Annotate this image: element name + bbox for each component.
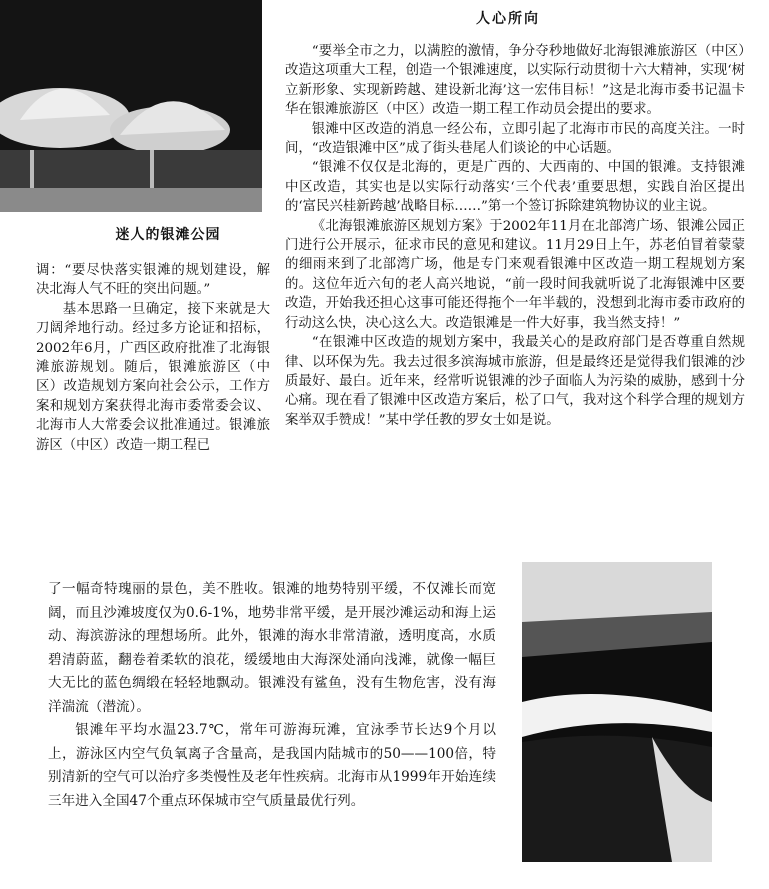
silver-beach-wave-photo — [522, 562, 712, 862]
right-paragraph: 银滩中区改造的消息一经公布，立即引起了北海市市民的高度关注。一时间，“改造银滩中区”成了街头巷尾人们谈论的中心话题。 — [285, 121, 745, 157]
right-paragraph: “银滩不仅仅是北海的，更是广西的、大西南的、中国的银滩。支持银滩中区改造，其实也是以实际行动落实‘三个代表’重要思想，实践自治区提出的‘富民兴桂新跨越’战略目标……”第一个签订拆除建筑物协议的业主说。 — [285, 160, 745, 215]
silver-beach-wave-graphic — [522, 562, 712, 862]
bottom-paragraph: 了一幅奇特瑰丽的景色，美不胜收。银滩的地势特别平缓，不仅滩长而宽阔，而且沙滩坡度仅为0.6-1%，地势非常平缓，是开展沙滩运动和海上运动、海滨游泳的理想场所。此外，银滩的海水非常清澈，透明度高，水质碧清蔚蓝，翻卷着柔软的浪花，缓缓地由大海深处涌向浅滩，就像一幅巨大无比的蓝色绸缎在轻轻地飘动。银滩没有鲨鱼，没有生物危害，没有海洋湍流（潜流）。 — [48, 581, 496, 715]
right-article-column — [285, 42, 745, 430]
bottom-article-column — [48, 578, 496, 813]
left-paragraph: 调：“要尽快落实银滩的规划建设，解决北海人气不旺的突出问题。” — [36, 263, 270, 298]
beach-park-photo-graphic — [0, 0, 262, 212]
bottom-paragraph: 银滩年平均水温23.7℃，常年可游海玩滩，宜泳季节长达9个月以上，游泳区内空气负氧离子含量高，是我国内陆城市的50——100倍，特别清新的空气可以治疗多类慢性及老年性疾病。北海市从1999年开始连续三年进入全国47个重点环保城市空气质量最优行列。 — [48, 722, 496, 809]
left-article-column — [36, 261, 270, 455]
beach-park-photo — [0, 0, 262, 212]
left-paragraph: 基本思路一旦确定，接下来就是大刀阔斧地行动。经过多方论证和招标，2002年6月，广西区政府批准了北海银滩旅游规划。随后，银滩旅游区（中区）改造规划方案向社会公示，工作方案和规划方案获得北海市委常委会议、北海市人大常委会议批准通过。银滩旅游区（中区）改造一期工程已 — [36, 301, 270, 453]
right-paragraph: 《北海银滩旅游区规划方案》于2002年11月在北部湾广场、银滩公园正门进行公开展示，征求市民的意见和建议。11月29日上午，苏老伯冒着蒙蒙的细雨来到了北部湾广场，他是专门来观看银滩中区改造一期工程规划方案的。这位年近六旬的老人高兴地说，“前一段时间我就听说了北海银滩中区要改造，开始我还担心这事可能还得拖个一年半载的，没想到北海市委市政府的行动这么快，决心这么大。改造银滩是一件大好事，我当然支持！” — [285, 218, 745, 331]
right-paragraph: “要举全市之力，以满腔的激情，争分夺秒地做好北海银滩旅游区（中区）改造这项重大工程，创造一个银滩速度，以实际行动贯彻十六大精神，实现‘树立新形象、实现新跨越、建设新北海’这一宏伟目标！”这是北海市委书记温卡华在银滩旅游区（中区）改造一期工程工作动员会提出的要求。 — [285, 44, 745, 118]
right-paragraph: “在银滩中区改造的规划方案中，我最关心的是政府部门是否尊重自然规律、以环保为先。我去过很多滨海城市旅游，但是最终还是觉得我们银滩的沙质最好、最白。近年来，经常听说银滩的沙子面临人为污染的威胁，感到十分心痛。现在看了银滩中区改造方案后，松了口气，我对这个科学合理的规划方案举双手赞成！”某中学任教的罗女士如是说。 — [285, 335, 745, 428]
page-header-title: 人心所向 — [476, 11, 540, 27]
photo-caption: 迷人的银滩公园 — [115, 227, 221, 243]
